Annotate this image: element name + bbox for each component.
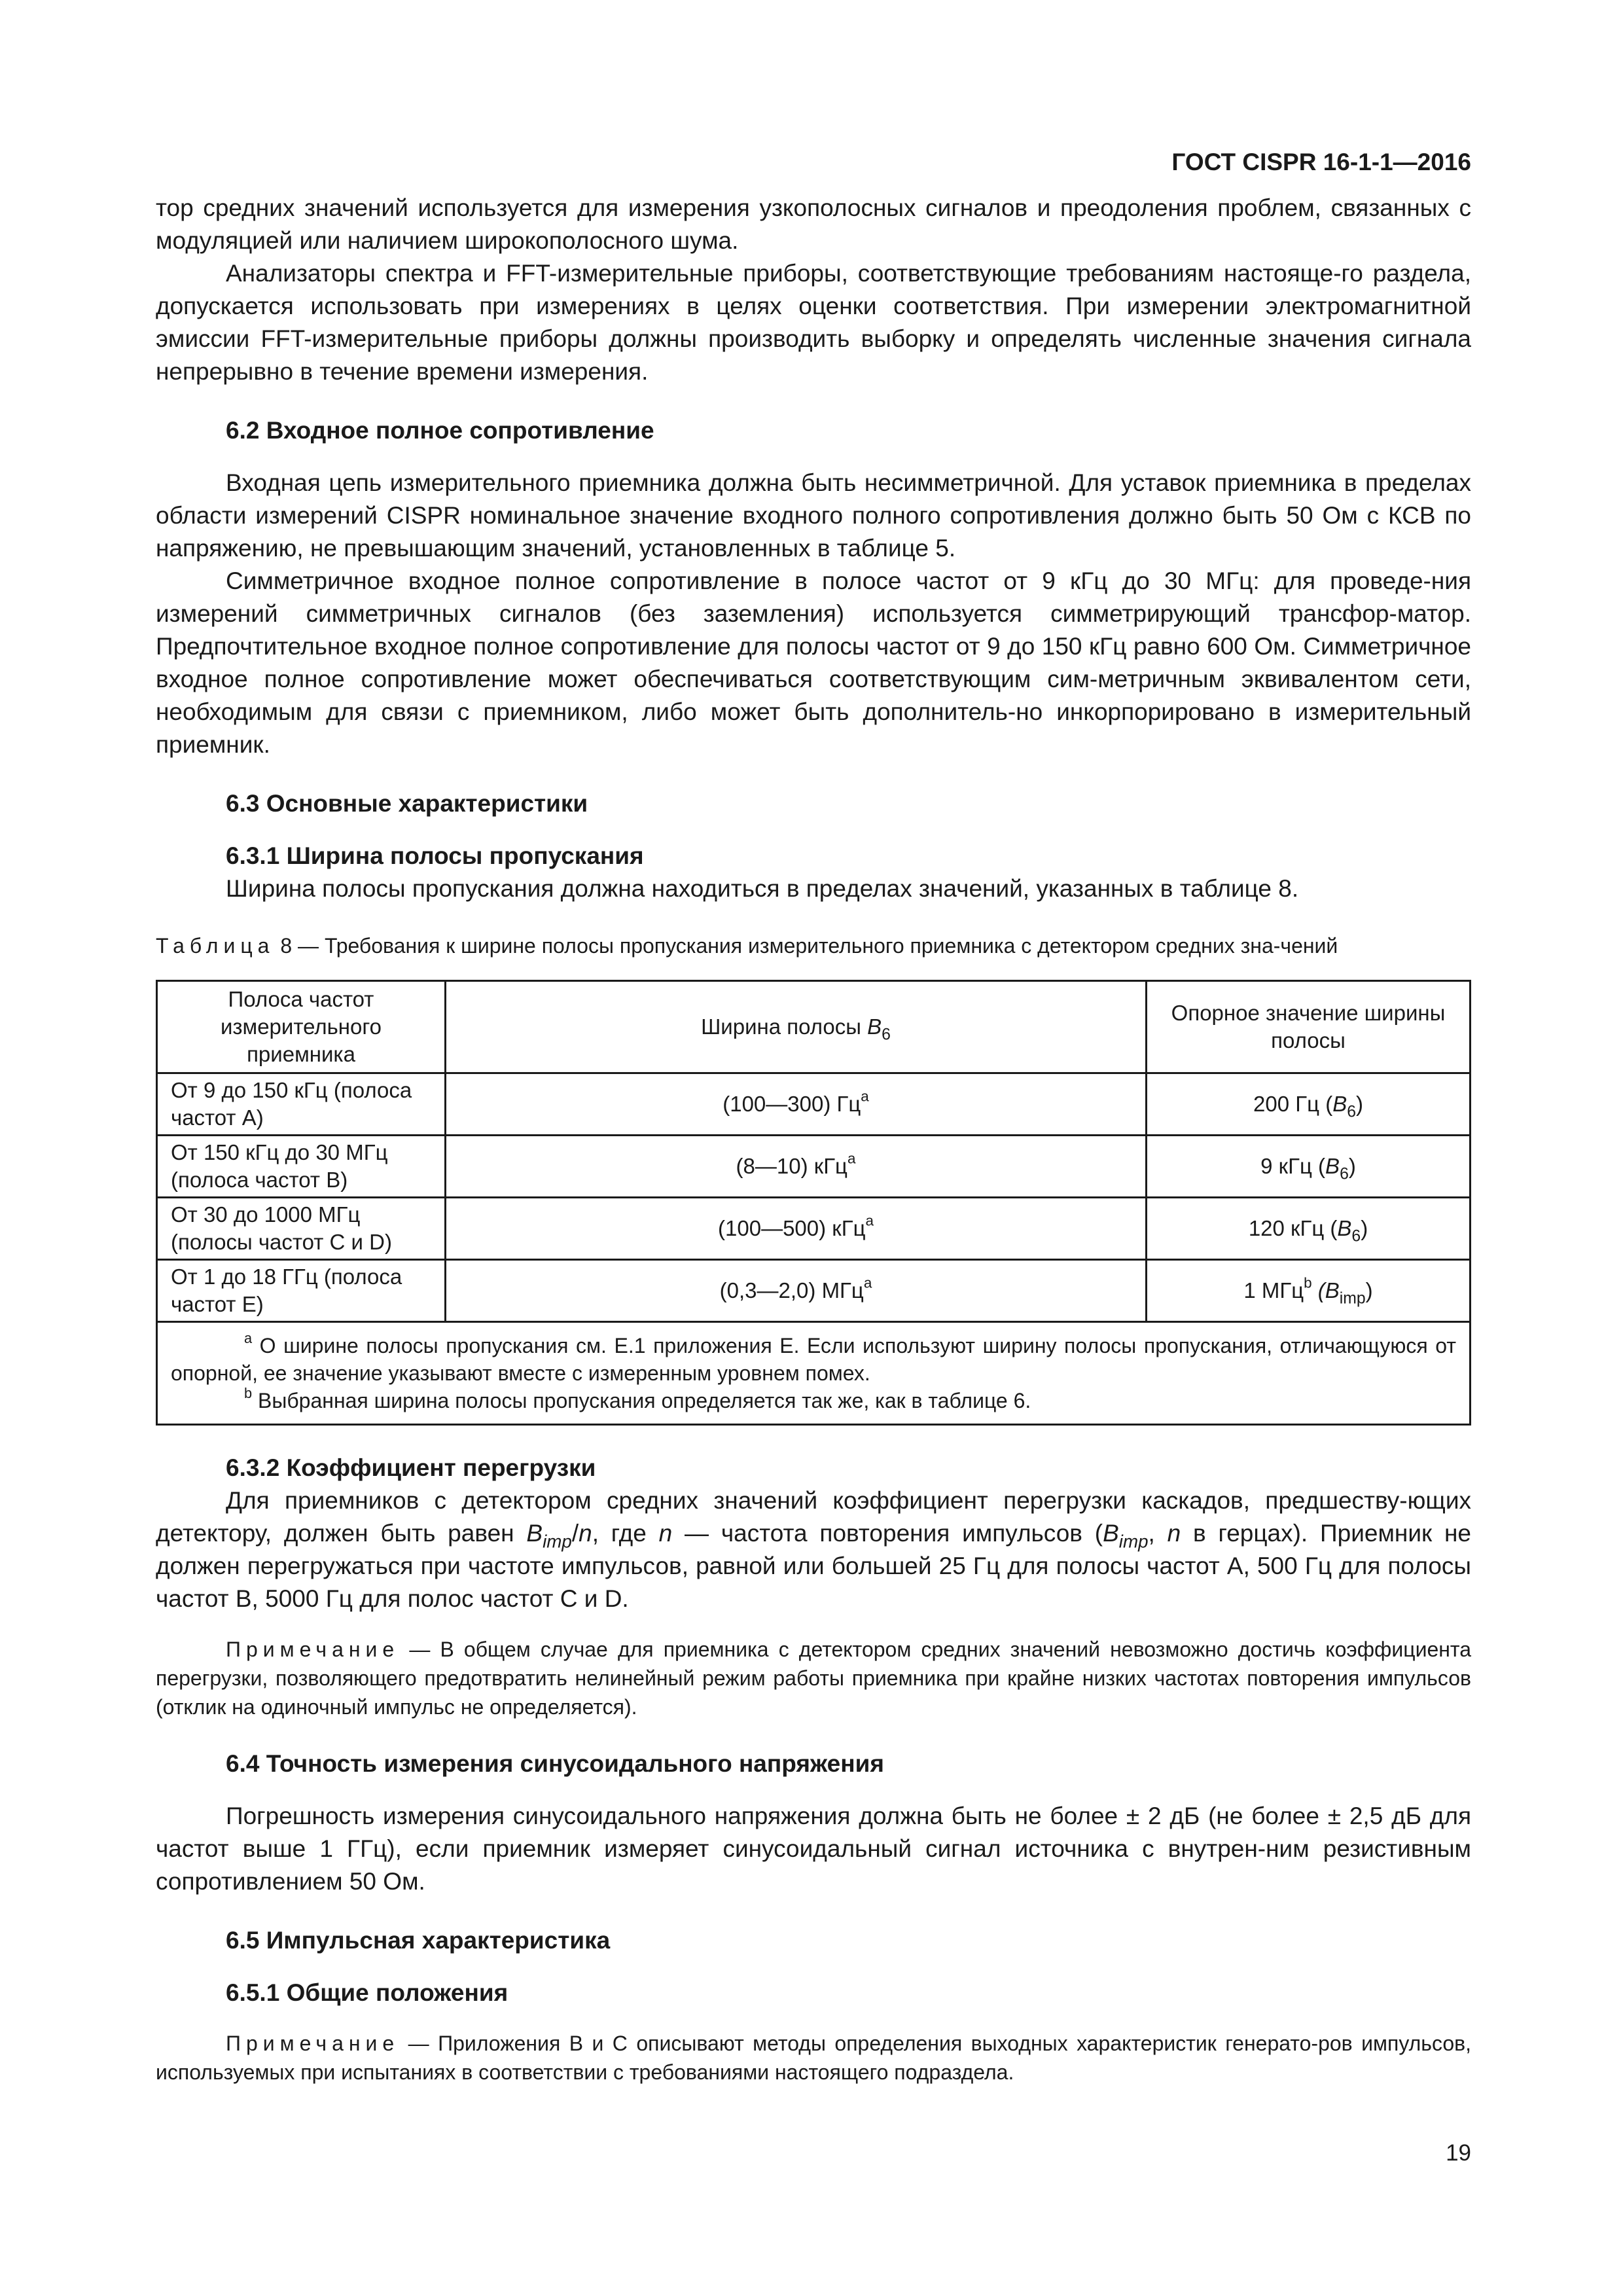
- intro-paragraph-1: тор средних значений используется для измерения узкополосных сигналов и преодоления проблем, связанных с модуляцией или наличием широкополосного шума.: [156, 194, 1471, 254]
- bandwidth-value: (0,3—2,0) МГц: [719, 1278, 864, 1302]
- intro-paragraph-2: Анализаторы спектра и FFT-измерительные приборы, соответствующие требованиям настояще-го раздела, допускается использовать при измерениях в целях оценки соответствия. При измерении электромагнитной эмиссии FFT-измерительные приборы должны производить выборку и определять численные значения сигнала непрерывно в течение времени измерения.: [156, 260, 1471, 385]
- bandwidth-value: (100—300) Гц: [722, 1092, 861, 1116]
- note-word: Примечание: [226, 1638, 400, 1661]
- subscript-imp: imp: [543, 1531, 572, 1552]
- footnote-b-mark: b: [244, 1384, 253, 1401]
- header-bandwidth: [446, 981, 1147, 1073]
- footnote-ref: b: [1304, 1274, 1312, 1291]
- reference-value: 120 кГц (: [1248, 1216, 1338, 1240]
- table-row: [157, 1260, 1471, 1322]
- reference-subscript: 6: [1347, 1103, 1356, 1121]
- table-row: [157, 1073, 1471, 1136]
- note-text: — В общем случае для приемника с детектором средних значений невозможно достичь коэффициента перегрузки, позволяющего предотвратить нелинейный режим работы приемника при крайне низких частотах повторения импульсов (отклик на одиночный импульс не определяется).: [156, 1638, 1471, 1719]
- reference-close: ): [1361, 1216, 1368, 1240]
- symbol-n: n: [579, 1520, 592, 1547]
- footnote-b-text: Выбранная ширина полосы пропускания определяется так же, как в таблице 6.: [252, 1389, 1031, 1412]
- standard-designation: ГОСТ CISPR 16-1-1—2016: [1171, 149, 1471, 175]
- footnote-ref: a: [847, 1150, 856, 1167]
- cell-band: От 150 кГц до 30 МГц (полоса частот В): [157, 1136, 446, 1198]
- text-run: Для приемников с детектором средних значений коэффициент перегрузки каскадов, предшеству-ющих детектору, должен быть равен: [156, 1487, 1471, 1547]
- reference-close: ): [1355, 1092, 1363, 1116]
- symbol-n: n: [658, 1520, 673, 1547]
- symbol-b: B: [1103, 1520, 1119, 1547]
- section-6-3-heading: 6.3 Основные характеристики: [226, 790, 588, 817]
- reference-symbol: (B: [1311, 1278, 1340, 1302]
- table-caption-word: Таблица: [156, 934, 275, 958]
- section-6-3-2-note: [156, 1635, 1471, 1721]
- reference-symbol: B: [1325, 1154, 1340, 1178]
- footnote-b: [171, 1384, 1456, 1414]
- text-run: — частота повторения импульсов (: [672, 1520, 1103, 1547]
- footnote-ref: a: [863, 1274, 872, 1291]
- cell-reference: [1147, 1136, 1471, 1198]
- table-header-row: [157, 981, 1471, 1073]
- footnote-ref: a: [865, 1212, 874, 1229]
- subscript-imp: imp: [1118, 1531, 1149, 1552]
- table-caption-text: 8 — Требования к ширине полосы пропускания измерительного приемника с детектором средних зна-чений: [274, 934, 1338, 958]
- reference-subscript: 6: [1340, 1165, 1349, 1183]
- section-6-4-paragraph: Погрешность измерения синусоидального напряжения должна быть не более ± 2 дБ (не более ± 2,5 дБ для частот выше 1 ГГц), если приемник измеряет синусоидальный сигнал источника с внутрен-ним резистивным сопротивлением 50 Ом.: [156, 1803, 1471, 1895]
- symbol-b: B: [526, 1520, 543, 1547]
- reference-subscript: 6: [1351, 1227, 1361, 1246]
- table-row: [157, 1198, 1471, 1260]
- header-reference-bandwidth: Опорное значение ширины полосы: [1147, 981, 1471, 1073]
- reference-value: 9 кГц (: [1260, 1154, 1326, 1178]
- cell-band: От 9 до 150 кГц (полоса частот А): [157, 1073, 446, 1136]
- bandwidth-value: (100—500) кГц: [718, 1216, 866, 1240]
- header-frequency-band: Полоса частот измерительного приемника: [157, 981, 446, 1073]
- table-row: [157, 1136, 1471, 1198]
- section-6-2-paragraph-1: Входная цепь измерительного приемника должна быть несимметричной. Для уставок приемника в пределах области измерений CISPR номинальное значение входного полного сопротивления должно быть 50 Ом с КСВ по напряжению, не превышающим значений, установленных в таблице 5.: [156, 469, 1471, 562]
- section-6-3-2-heading: 6.3.2 Коэффициент перегрузки: [226, 1454, 596, 1481]
- cell-band: От 1 до 18 ГГц (полоса частот Е): [157, 1260, 446, 1322]
- reference-close: ): [1365, 1278, 1373, 1302]
- note-word: Примечание: [226, 2032, 400, 2055]
- section-6-2-paragraph-2: Симметричное входное полное сопротивление в полосе частот от 9 кГц до 30 МГц: для проведе-ния измерений симметричных сигналов (без заземления) используется симметрирующий трансфор-матор. Предпочтительное входное полное сопротивление для полосы частот от 9 до 150 кГц равно 600 Ом. Симметричное входное полное сопротивление может обеспечиваться соответствующим сим-метричным эквивалентом сети, необходимым для связи с приемником, либо может быть дополнитель-но инкорпорировано в измерительный приемник.: [156, 567, 1471, 758]
- text-run: /: [571, 1520, 579, 1547]
- cell-bandwidth: [446, 1198, 1147, 1260]
- header-bandwidth-subscript: 6: [882, 1026, 891, 1044]
- section-6-5-1-note: [156, 2029, 1471, 2087]
- cell-reference: [1147, 1198, 1471, 1260]
- section-6-2-heading: 6.2 Входное полное сопротивление: [226, 417, 654, 444]
- table-footnotes: [157, 1322, 1471, 1425]
- footnote-a-mark: a: [244, 1329, 253, 1346]
- note-text: — Приложения В и С описывают методы определения выходных характеристик генерато-ров импульсов, используемых при испытаниях в соответствии с требованиями настоящего подраздела.: [156, 2032, 1471, 2084]
- cell-bandwidth: [446, 1136, 1147, 1198]
- footnote-a-text: О ширине полосы пропускания см. Е.1 приложения Е. Если используют ширину полосы пропускания, отличающуюся от опорной, ее значение указывают вместе с измеренным уровнем помех.: [171, 1334, 1456, 1385]
- cell-reference: [1147, 1073, 1471, 1136]
- header-bandwidth-text: Ширина полосы: [701, 1014, 868, 1039]
- header-bandwidth-symbol: B: [867, 1014, 882, 1039]
- reference-subscript: imp: [1339, 1289, 1366, 1308]
- cell-bandwidth: [446, 1073, 1147, 1136]
- text-run: , где: [592, 1520, 659, 1547]
- bandwidth-value: (8—10) кГц: [736, 1154, 847, 1178]
- section-6-4-heading: 6.4 Точность измерения синусоидального напряжения: [226, 1750, 884, 1777]
- footnote-a: [171, 1329, 1456, 1387]
- section-6-3-2-paragraph: [156, 1484, 1471, 1615]
- section-6-5-1-heading: 6.5.1 Общие положения: [226, 1979, 508, 2006]
- reference-value: 1 МГц: [1243, 1278, 1304, 1302]
- section-6-3-1-paragraph: Ширина полосы пропускания должна находиться в пределах значений, указанных в таблице 8.: [226, 875, 1299, 902]
- reference-close: ): [1348, 1154, 1356, 1178]
- table-8: [156, 980, 1471, 1426]
- text-run: ,: [1148, 1520, 1168, 1547]
- table-footnotes-row: [157, 1322, 1471, 1425]
- text-run: в герцах). Приемник не должен перегружаться при частоте импульсов, равной или большей 25 Гц для полосы частот А, 500 Гц для полосы частот В, 5000 Гц для полос частот С и D.: [156, 1520, 1472, 1612]
- table-8-caption: [156, 931, 1471, 960]
- footnote-ref: a: [861, 1088, 869, 1105]
- cell-bandwidth: [446, 1260, 1147, 1322]
- reference-symbol: B: [1332, 1092, 1347, 1116]
- cell-band: От 30 до 1000 МГц (полосы частот С и D): [157, 1198, 446, 1260]
- reference-value: 200 Гц (: [1253, 1092, 1333, 1116]
- symbol-n: n: [1167, 1520, 1181, 1547]
- cell-reference: [1147, 1260, 1471, 1322]
- reference-symbol: B: [1337, 1216, 1352, 1240]
- section-6-5-heading: 6.5 Импульсная характеристика: [226, 1927, 611, 1954]
- page-number: 19: [1446, 2140, 1471, 2166]
- section-6-3-1-heading: 6.3.1 Ширина полосы пропускания: [226, 842, 644, 869]
